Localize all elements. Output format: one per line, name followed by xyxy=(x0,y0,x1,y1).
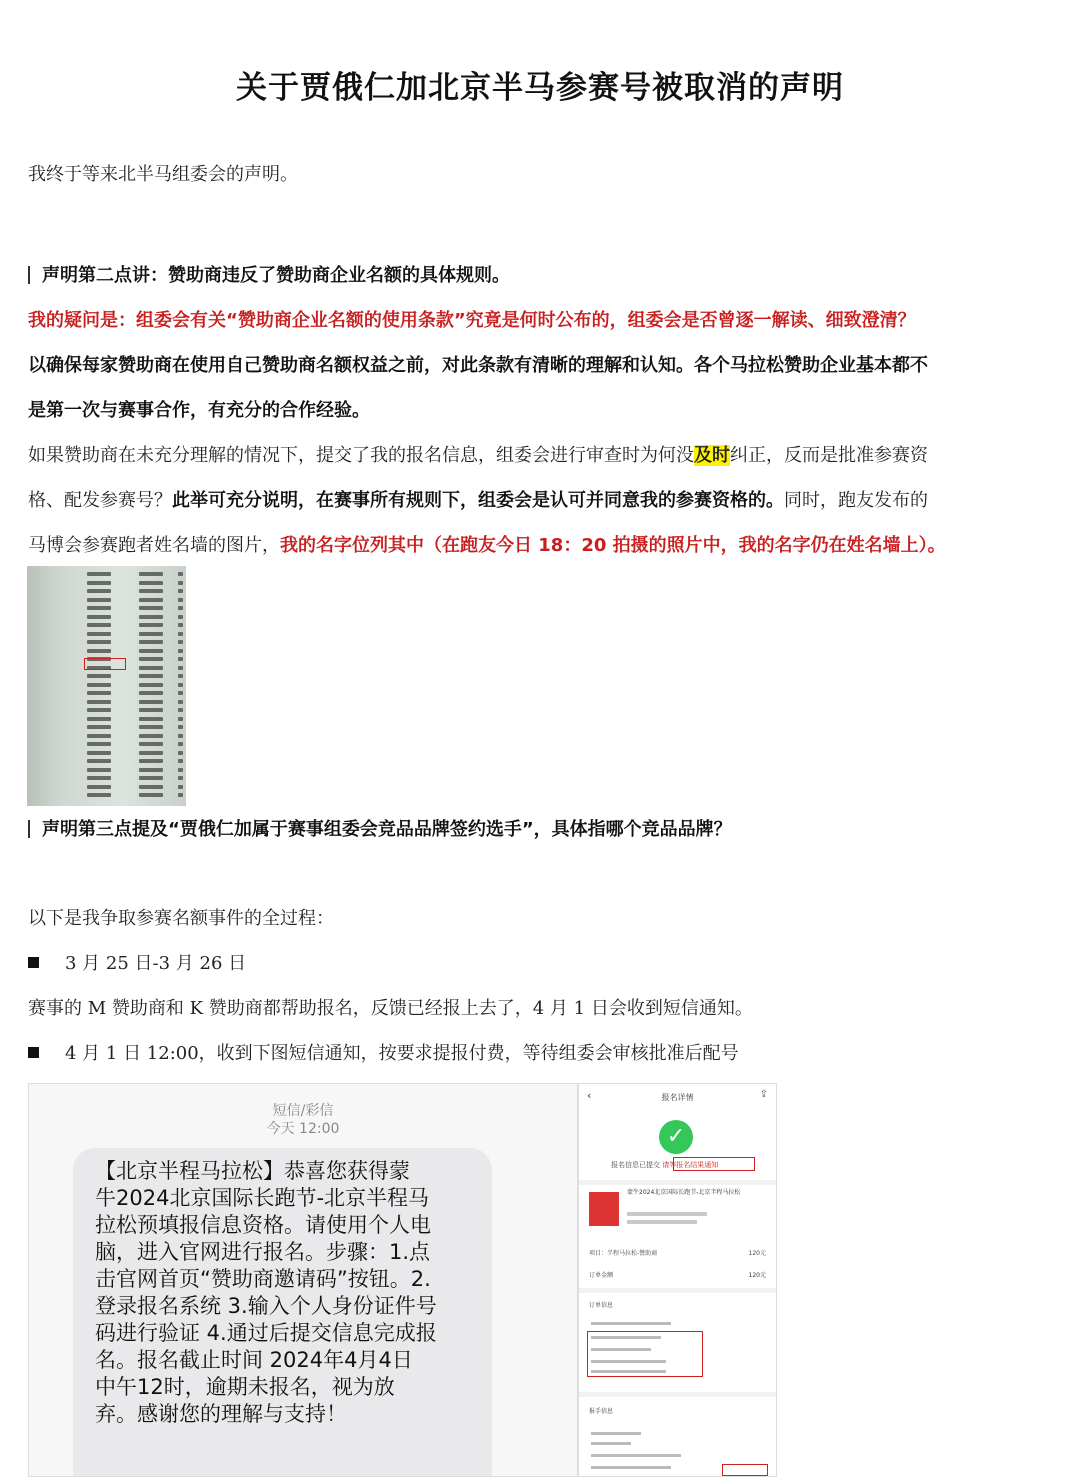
placeholder-line xyxy=(591,1454,681,1457)
name-wall-row xyxy=(87,725,111,729)
name-wall-row xyxy=(178,734,183,738)
name-wall-row xyxy=(139,691,163,695)
bullet-1-detail: 赛事的 M 赞助商和 K 赞助商都帮助报名，反馈已经报上去了，4 月 1 日会收到短信通知。 xyxy=(28,998,753,1019)
name-wall-row xyxy=(178,683,183,687)
bullet-1 xyxy=(28,952,246,976)
point-three-heading xyxy=(28,818,732,842)
name-wall-row xyxy=(178,615,183,619)
name-wall-row xyxy=(87,708,111,712)
sms-line: 弃。感谢您的理解与支持！ xyxy=(95,1402,347,1426)
sms-bubble xyxy=(73,1148,492,1477)
name-wall-row xyxy=(87,793,111,797)
name-wall-row xyxy=(87,691,111,695)
paragraph-5a: 马博会参赛跑者姓名墙的图片， xyxy=(28,535,280,556)
quote-bar xyxy=(28,266,30,284)
item-label xyxy=(589,1248,657,1257)
name-wall-row xyxy=(87,683,111,687)
name-wall-row xyxy=(178,632,183,636)
bullet-2-text: 4 月 1 日 12:00，收到下图短信通知，按要求提报付费，等待组委会审核批准后配号 xyxy=(65,1043,739,1064)
action-button xyxy=(722,1464,768,1476)
name-wall-row xyxy=(87,589,111,593)
placeholder-line xyxy=(591,1442,631,1445)
bullet-square-icon xyxy=(28,957,39,968)
event-thumbnail xyxy=(589,1192,619,1226)
name-wall-row xyxy=(87,742,111,746)
name-wall-row xyxy=(178,649,183,653)
name-wall-row xyxy=(87,785,111,789)
name-wall-row xyxy=(87,649,111,653)
name-wall-row xyxy=(178,742,183,746)
name-wall-row xyxy=(139,598,163,602)
item-price: 120元 xyxy=(748,1250,766,1257)
divider xyxy=(579,1180,776,1185)
name-wall-row xyxy=(139,589,163,593)
name-wall-row xyxy=(139,581,163,585)
paragraph-4 xyxy=(28,489,928,513)
name-wall-row xyxy=(87,700,111,704)
amount-label: 订单金额 xyxy=(589,1272,614,1279)
name-wall-row xyxy=(178,759,183,763)
name-wall-row xyxy=(178,666,183,670)
name-wall-row xyxy=(87,759,111,763)
name-wall-row xyxy=(139,674,163,678)
name-wall-row xyxy=(87,632,111,636)
document-title: 关于贾俄仁加北京半马参赛号被取消的声明 xyxy=(236,70,844,106)
name-wall-row xyxy=(178,640,183,644)
order-info-red-box xyxy=(587,1331,703,1377)
order-screenshot xyxy=(578,1083,777,1477)
name-wall-row xyxy=(178,572,183,576)
sms-line: 击官网首页“赞助商邀请码”按钮。2. xyxy=(95,1267,431,1291)
sms-line: 牛2024北京国际长跑节-北京半程马 xyxy=(95,1186,430,1210)
paragraph-3b: 纠正，反而是批准参赛资 xyxy=(730,445,928,466)
highlighted-name-box xyxy=(84,658,126,670)
name-wall-row xyxy=(178,700,183,704)
item-value: 半程马拉松-赞助商 xyxy=(607,1250,658,1257)
sms-line: 登录报名系统 3.输入个人身份证件号 xyxy=(95,1294,437,1318)
name-wall-row xyxy=(87,598,111,602)
point-three-text: 声明第三点提及“贾俄仁加属于赛事组委会竞品品牌签约选手”，具体指哪个竞品品牌？ xyxy=(42,819,732,840)
order-title: 报名详情 xyxy=(661,1093,694,1102)
paragraph-4a: 格、配发参赛号？ xyxy=(28,490,172,511)
name-wall-row xyxy=(87,751,111,755)
event-name: 蒙牛2024北京国际长跑节-北京半程马拉松 xyxy=(627,1189,741,1196)
paragraph-bold-1: 以确保每家赞助商在使用自己赞助商名额权益之前，对此条款有清晰的理解和认知。各个马拉松赞助企业基本都不 xyxy=(28,355,928,376)
check-icon: ✓ xyxy=(659,1120,693,1154)
name-wall-row xyxy=(178,581,183,585)
placeholder-line xyxy=(591,1322,671,1325)
name-wall-row xyxy=(139,708,163,712)
name-wall-row xyxy=(139,725,163,729)
placeholder-line xyxy=(591,1466,671,1469)
item-label-text: 项目： xyxy=(589,1250,608,1257)
name-wall-row xyxy=(139,623,163,627)
name-wall-row xyxy=(178,751,183,755)
name-wall-row xyxy=(139,606,163,610)
paragraph-5-red: 我的名字位列其中（在跑友今日 18：20 拍摄的照片中，我的名字仍在姓名墙上）。 xyxy=(280,535,946,556)
name-wall-row xyxy=(139,742,163,746)
paragraph-3a: 如果赞助商在未充分理解的情况下，提交了我的报名信息，组委会进行审查时为何没 xyxy=(28,445,694,466)
name-wall-row xyxy=(178,768,183,772)
share-icon: ⇪ xyxy=(759,1089,768,1100)
placeholder-line xyxy=(591,1432,641,1435)
name-wall-row xyxy=(178,785,183,789)
intro-text: 我终于等来北半马组委会的声明。 xyxy=(28,164,298,185)
sms-line: 脑，进入官网进行报名。步骤：1.点 xyxy=(95,1240,431,1264)
point-two-text: 声明第二点讲：赞助商违反了赞助商企业名额的具体规则。 xyxy=(42,265,510,286)
name-wall-row xyxy=(87,734,111,738)
name-wall-row xyxy=(87,640,111,644)
name-wall-row xyxy=(87,581,111,585)
process-intro: 以下是我争取参赛名额事件的全过程： xyxy=(28,908,334,929)
sms-time: 今天 12:00 xyxy=(266,1121,340,1137)
status-note: 请等报名结果通知 xyxy=(662,1161,719,1169)
name-wall-row xyxy=(178,657,183,661)
bullet-square-icon xyxy=(28,1047,39,1058)
placeholder-line xyxy=(627,1220,697,1224)
sms-header: 短信/彩信 xyxy=(272,1103,334,1119)
name-wall-row xyxy=(178,606,183,610)
sms-line: 拉松预填报信息资格。请使用个人电 xyxy=(95,1213,431,1237)
name-wall-row xyxy=(139,632,163,636)
highlight-text: 及时 xyxy=(694,445,730,466)
name-wall-row xyxy=(87,623,111,627)
name-wall-row xyxy=(139,793,163,797)
name-wall-row xyxy=(139,751,163,755)
bullet-1-text: 3 月 25 日-3 月 26 日 xyxy=(65,953,247,974)
name-wall-row xyxy=(139,768,163,772)
name-wall-row xyxy=(139,776,163,780)
name-wall-row xyxy=(139,640,163,644)
name-wall-row xyxy=(87,572,111,576)
placeholder-line xyxy=(627,1212,707,1216)
sms-line: 【北京半程马拉松】恭喜您获得蒙 xyxy=(95,1159,410,1183)
name-wall-row xyxy=(139,683,163,687)
name-wall-row xyxy=(178,691,183,695)
sms-line: 码进行验证 4.通过后提交信息完成报 xyxy=(95,1321,437,1345)
status-text: 报名信息已提交 xyxy=(611,1161,660,1169)
name-wall-row xyxy=(139,700,163,704)
question-red: 我的疑问是：组委会有关“赞助商企业名额的使用条款”究竟是何时公布的，组委会是否曾逐一解读、细致澄清？ xyxy=(28,310,916,331)
name-wall-row xyxy=(139,572,163,576)
sms-line: 中午12时，逾期未报名，视为放 xyxy=(95,1375,395,1399)
name-wall-row xyxy=(139,657,163,661)
name-wall-row xyxy=(139,615,163,619)
name-wall-row xyxy=(139,717,163,721)
name-wall-row xyxy=(139,649,163,653)
name-wall-row xyxy=(87,768,111,772)
paragraph-5 xyxy=(28,534,946,558)
back-chevron-icon: ‹ xyxy=(587,1089,592,1102)
paragraph-4-bold: 此举可充分说明，在赛事所有规则下，组委会是认可并同意我的参赛资格的。 xyxy=(172,490,784,511)
name-wall-row xyxy=(139,666,163,670)
divider xyxy=(579,1288,776,1293)
name-wall-row xyxy=(139,785,163,789)
name-wall-row xyxy=(87,776,111,780)
name-wall-row xyxy=(178,776,183,780)
paragraph-3 xyxy=(28,444,928,468)
name-wall-row xyxy=(139,734,163,738)
name-wall-row xyxy=(178,674,183,678)
divider xyxy=(579,1392,776,1397)
status-red-box xyxy=(673,1157,755,1171)
name-wall-photo xyxy=(27,566,186,806)
amount-value: 120元 xyxy=(748,1272,766,1279)
name-wall-row xyxy=(178,725,183,729)
name-wall-row xyxy=(178,589,183,593)
name-wall-row xyxy=(178,598,183,602)
paragraph-bold-2: 是第一次与赛事合作，有充分的合作经验。 xyxy=(28,400,370,421)
name-wall-row xyxy=(87,674,111,678)
name-wall-row xyxy=(178,708,183,712)
paragraph-4c: 同时，跑友发布的 xyxy=(784,490,928,511)
registrant-label: 报手信息 xyxy=(589,1408,614,1415)
name-wall-row xyxy=(178,623,183,627)
name-wall-row xyxy=(178,793,183,797)
point-two-heading xyxy=(28,264,510,288)
name-wall-row xyxy=(139,759,163,763)
bullet-2 xyxy=(28,1042,739,1066)
sms-screenshot xyxy=(28,1083,578,1477)
sms-line: 名。报名截止时间 2024年4月4日 xyxy=(95,1348,413,1372)
name-wall-row xyxy=(87,606,111,610)
name-wall-row xyxy=(87,615,111,619)
order-info-label: 订单信息 xyxy=(589,1302,614,1309)
name-wall-row xyxy=(178,717,183,721)
quote-bar xyxy=(28,820,30,838)
name-wall-row xyxy=(87,717,111,721)
